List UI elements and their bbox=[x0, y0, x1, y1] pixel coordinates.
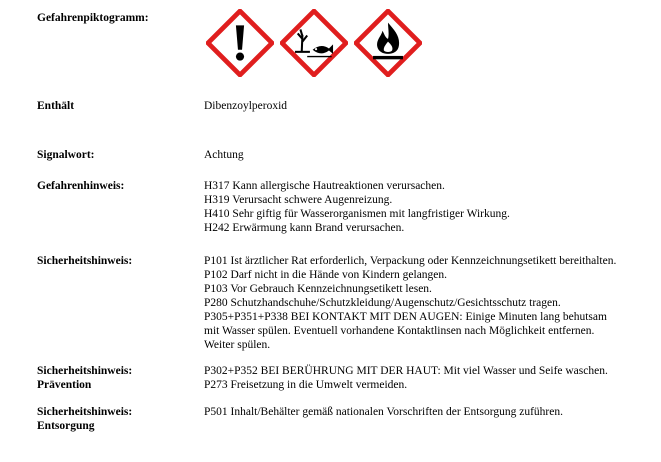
hazard-label: Gefahrenhinweis: bbox=[37, 180, 125, 192]
environment-hazard-icon bbox=[280, 9, 348, 77]
safety-line: P103 Vor Gebrauch Kennzeichnungsetikett lesen. bbox=[204, 283, 432, 295]
safety-line: Weiter spülen. bbox=[204, 339, 271, 351]
safety-line: mit Wasser spülen. Eventuell vorhandene Kontaktlinsen nach Möglichkeit entfernen. bbox=[204, 325, 595, 337]
prevention-label-line1: Sicherheitshinweis: bbox=[37, 365, 133, 377]
signal-word-label: Signalwort: bbox=[37, 149, 95, 161]
signal-word-value: Achtung bbox=[204, 149, 244, 161]
disposal-label bbox=[37, 405, 132, 433]
safety-label: Sicherheitshinweis: bbox=[37, 255, 133, 267]
safety-statements bbox=[204, 254, 654, 352]
hazard-line: H319 Verursacht schwere Augenreizung. bbox=[204, 194, 393, 206]
hazard-line: H242 Erwärmung kann Brand verursachen. bbox=[204, 222, 405, 234]
safety-line: P102 Darf nicht in die Hände von Kindern gelangen. bbox=[204, 269, 448, 281]
prevention-line: P273 Freisetzung in die Umwelt vermeiden. bbox=[204, 379, 408, 391]
hazard-line: H317 Kann allergische Hautreaktionen verursachen. bbox=[204, 180, 445, 192]
prevention-statements bbox=[204, 364, 654, 392]
flame-icon bbox=[354, 9, 422, 77]
disposal-label-line1: Sicherheitshinweis: bbox=[37, 406, 133, 418]
hazard-statements bbox=[204, 179, 654, 235]
contains-value: Dibenzoylperoxid bbox=[204, 100, 288, 112]
prevention-label-line2: Prävention bbox=[37, 379, 92, 391]
disposal-line: P501 Inhalt/Behälter gemäß nationalen Vorschriften der Entsorgung zuführen. bbox=[204, 406, 563, 418]
safety-line: P101 Ist ärztlicher Rat erforderlich, Verpackung oder Kennzeichnungsetikett bereithalten. bbox=[204, 255, 617, 267]
disposal-label-line2: Entsorgung bbox=[37, 420, 95, 432]
safety-line: P280 Schutzhandschuhe/Schutzkleidung/Augenschutz/Gesichtsschutz tragen. bbox=[204, 297, 561, 309]
contains-label: Enthält bbox=[37, 100, 75, 112]
prevention-line: P302+P352 BEI BERÜHRUNG MIT DER HAUT: Mit viel Wasser und Seife waschen. bbox=[204, 365, 608, 377]
prevention-label bbox=[37, 364, 132, 392]
hazard-line: H410 Sehr giftig für Wasserorganismen mit langfristiger Wirkung. bbox=[204, 208, 510, 220]
safety-line: P305+P351+P338 BEI KONTAKT MIT DEN AUGEN: Einige Minuten lang behutsam bbox=[204, 311, 607, 323]
disposal-statements bbox=[204, 405, 654, 419]
exclamation-mark-icon bbox=[206, 9, 274, 77]
pictogram-label: Gefahrenpiktogramm: bbox=[37, 12, 149, 24]
